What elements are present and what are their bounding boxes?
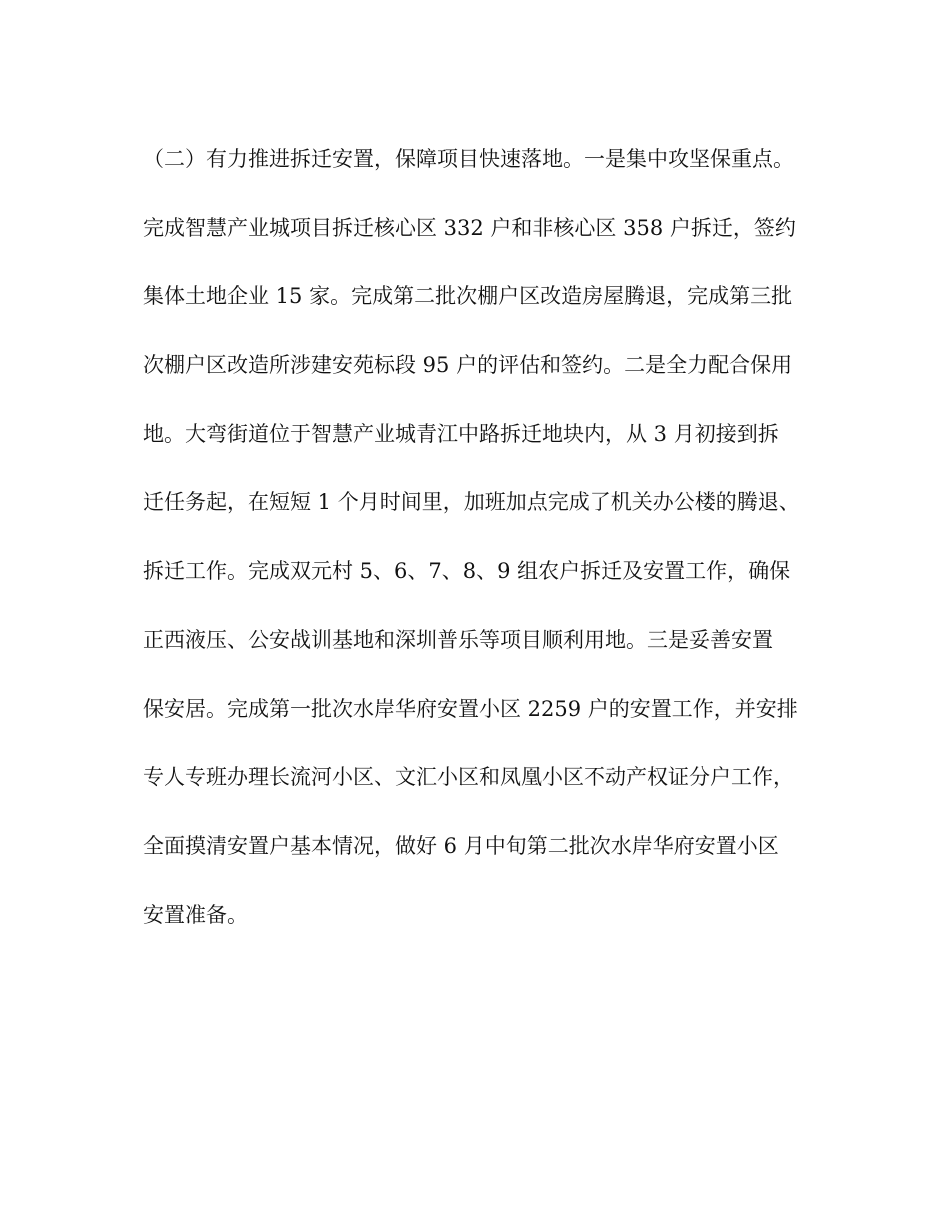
paragraph-line-9: 保安居。完成第一批次水岸华府安置小区 2259 户的安置工作，并安排 <box>143 696 798 721</box>
paragraph-line-2: 完成智慧产业城项目拆迁核心区 332 户和非核心区 358 户拆迁，签约 <box>143 215 796 240</box>
paragraph-line-12: 安置准备。 <box>143 902 248 927</box>
paragraph-line-11: 全面摸清安置户基本情况，做好 6 月中旬第二批次水岸华府安置小区 <box>143 833 779 858</box>
paragraph-line-3: 集体土地企业 15 家。完成第二批次棚户区改造房屋腾退，完成第三批 <box>143 284 793 309</box>
paragraph <box>143 137 843 961</box>
paragraph-line-4: 次棚户区改造所涉建安苑标段 95 户的评估和签约。二是全力配合保用 <box>143 353 793 378</box>
paragraph-line-8: 正西液压、公安战训基地和深圳普乐等项目顺利用地。三是妥善安置 <box>143 627 773 652</box>
paragraph-line-7: 拆迁工作。完成双元村 5、6、7、8、9 组农户拆迁及安置工作，确保 <box>143 559 791 584</box>
paragraph-line-1: （二）有力推进拆迁安置，保障项目快速落地。一是集中攻坚保重点。 <box>143 147 794 171</box>
paragraph-line-6: 迁任务起，在短短 1 个月时间里，加班加点完成了机关办公楼的腾退、 <box>143 490 800 515</box>
paragraph-line-10: 专人专班办理长流河小区、文汇小区和凤凰小区不动产权证分户工作， <box>143 765 794 790</box>
paragraph-line-5: 地。大弯街道位于智慧产业城青江中路拆迁地块内，从 3 月初接到拆 <box>143 421 779 446</box>
